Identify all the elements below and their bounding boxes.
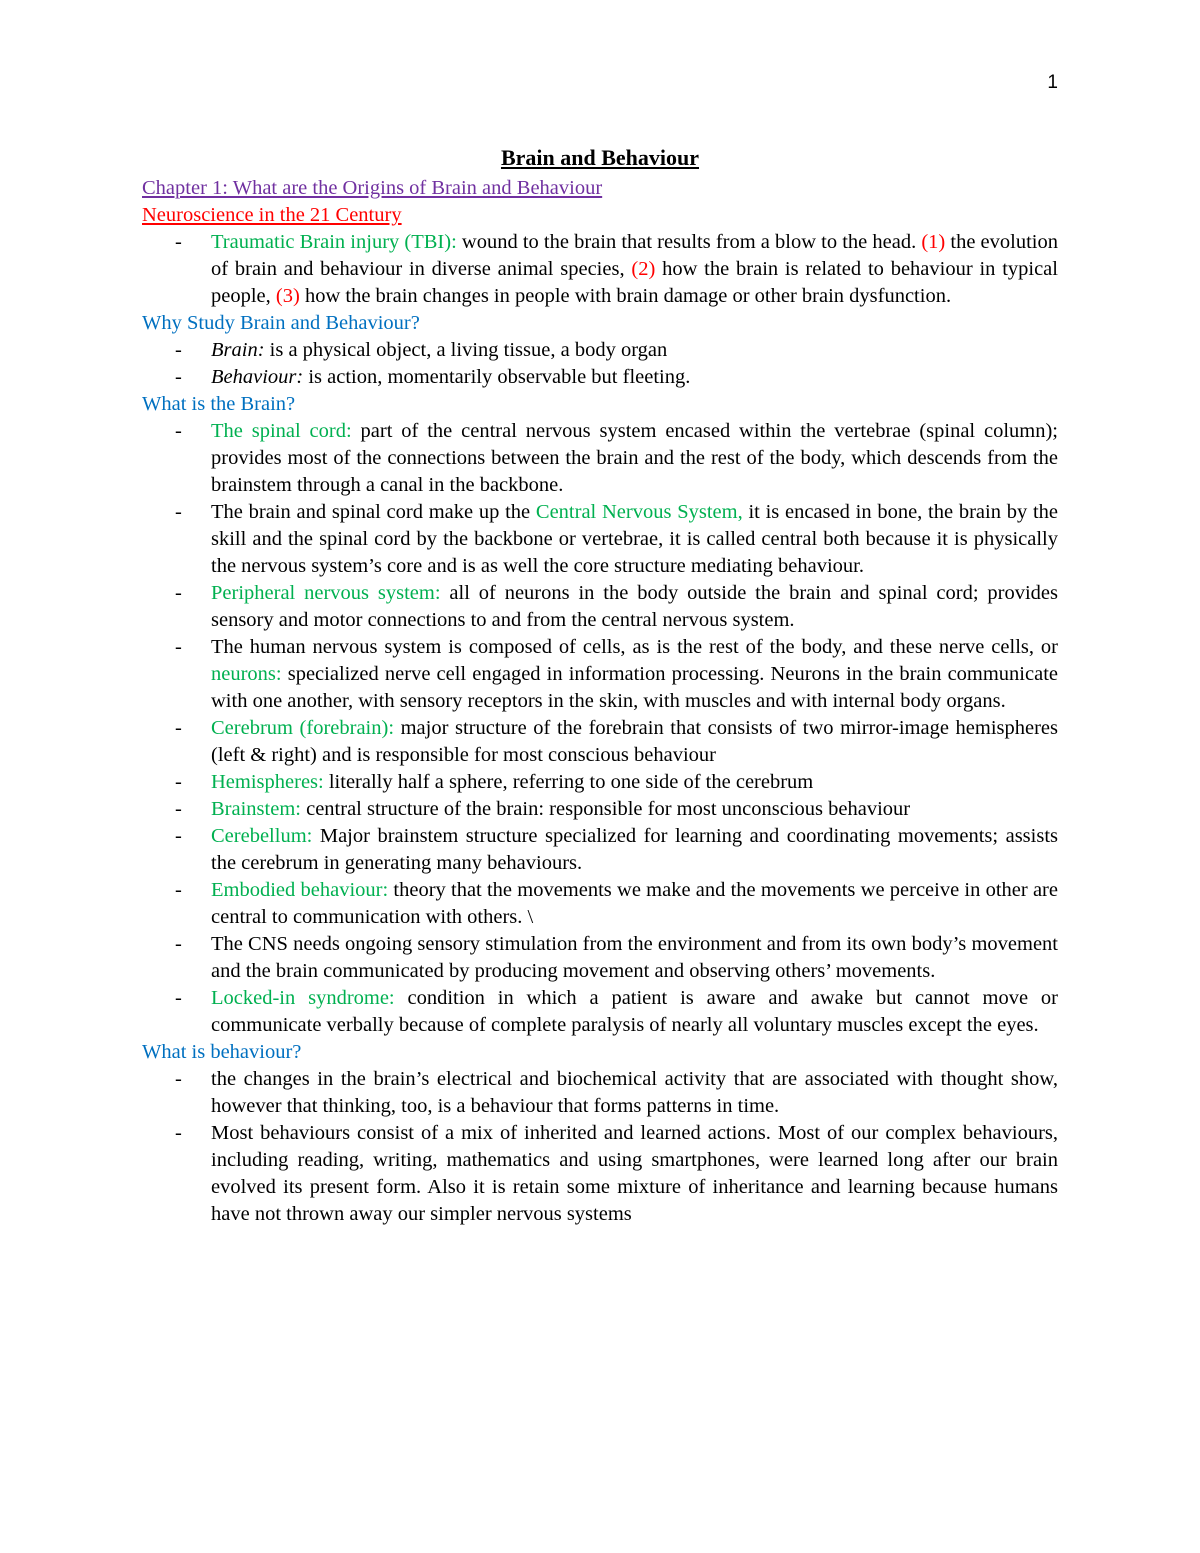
pns-definition: all of neurons in the body outside the brain and spinal cord; provides sensory and motor connections to and from the central nervous system. (211, 582, 1058, 631)
brainstem-definition: central structure of the brain: responsible for most unconscious behaviour (300, 798, 911, 820)
behaviour-definition: is action, momentarily observable but fleeting. (303, 366, 691, 388)
list-item-cerebellum (211, 823, 1058, 877)
neurons-text-before: The human nervous system is composed of cells, as is the rest of the body, and these nerve cells, or (211, 636, 1058, 658)
list-item-inherited-learned: - Most behaviours consist of a mix of inherited and learned actions. Most of our complex behaviours, including reading, writing, mathematics and using smartphones, were learned long after our brain evolved its present form. Also it is retain some mixture of inheritance and learning because humans have not thrown away our simpler nervous systems (211, 1120, 1058, 1228)
list-item-brain-activity: - the changes in the brain’s electrical and biochemical activity that are associated with thought show, however that thinking, too, is a behaviour that forms patterns in time. (211, 1066, 1058, 1120)
what-brain-list (142, 418, 1058, 1039)
list-item-behaviour (211, 364, 1058, 391)
cerebellum-definition: Major brainstem structure specialized for learning and coordinating movements; assists the cerebrum in generating many behaviours. (211, 825, 1058, 874)
page-number: 1 (1047, 72, 1058, 93)
spinal-cord-definition: part of the central nervous system encased within the vertebrae (spinal column); provides most of the connections between the brain and the rest of the body, which descends from the brainstem through a canal in the backbone. (211, 420, 1058, 496)
list-item-pns (211, 580, 1058, 634)
list-item-tbi (211, 229, 1058, 310)
list-item-cns-needs (211, 931, 1058, 985)
embodied-behaviour-definition: theory that the movements we make and the movements we perceive in other are central to communication with others. \ (211, 879, 1058, 928)
chapter-heading: Chapter 1: What are the Origins of Brain and Behaviour (142, 177, 603, 199)
list-item-neurons (211, 634, 1058, 715)
list-item-hemispheres (211, 769, 1058, 796)
tbi-text-1: wound to the brain that results from a blow to the head. (456, 231, 922, 253)
tbi-number-1: (1) (921, 231, 946, 253)
tbi-text-4: how the brain changes in people with brain damage or other brain dysfunction. (299, 285, 952, 307)
brain-definition: is a physical object, a living tissue, a body organ (264, 339, 668, 361)
term-pns: Peripheral nervous system: (211, 582, 441, 604)
document-body (142, 143, 1058, 1228)
term-cerebrum: Cerebrum (forebrain): (211, 717, 395, 739)
term-cerebellum: Cerebellum: (211, 825, 313, 847)
list-item-cns (211, 499, 1058, 580)
what-behaviour-list (142, 1066, 1058, 1228)
locked-in-definition: condition in which a patient is aware and awake but cannot move or communicate verbally because of complete paralysis of nearly all voluntary muscles except the eyes. (211, 987, 1058, 1036)
term-brain: Brain: (211, 339, 265, 361)
term-brainstem: Brainstem: (211, 798, 301, 820)
neurons-text-after: specialized nerve cell engaged in information processing. Neurons in the brain communicate with one another, with sensory receptors in the skin, with muscles and with internal body organs. (211, 663, 1058, 712)
term-hemispheres: Hemispheres: (211, 771, 324, 793)
tbi-text-2: the evolution of brain and behaviour in diverse animal species, (211, 231, 1058, 280)
list-item-brainstem (211, 796, 1058, 823)
list-item-cerebrum (211, 715, 1058, 769)
term-neurons: neurons: (211, 663, 282, 685)
why-study-list (142, 337, 1058, 391)
document-title: Brain and Behaviour (500, 145, 700, 170)
tbi-text-3: how the brain is related to behaviour in typical people, (211, 258, 1058, 307)
cns-needs-text: The CNS needs ongoing sensory stimulation from the environment and from its own body’s movement and the brain communicated by producing movement and observing others’ movements. (211, 933, 1058, 982)
list-item-locked-in (211, 985, 1058, 1039)
tbi-number-2: (2) (631, 258, 656, 280)
term-tbi: Traumatic Brain injury (TBI): (211, 231, 457, 253)
cerebrum-definition: major structure of the forebrain that consists of two mirror-image hemispheres (left & right) and is responsible for most conscious behaviour (211, 717, 1058, 766)
term-embodied-behaviour: Embodied behaviour: (211, 879, 389, 901)
section-heading-what-behaviour: What is behaviour? (142, 1041, 302, 1063)
list-item-embodied-behaviour (211, 877, 1058, 931)
term-cns: Central Nervous System, (535, 501, 743, 523)
section-heading-neuroscience: Neuroscience in the 21 Century (142, 204, 402, 226)
term-behaviour: Behaviour: (211, 366, 304, 388)
term-spinal-cord: The spinal cord: (211, 420, 352, 442)
section-heading-why-study: Why Study Brain and Behaviour? (142, 312, 420, 334)
list-item-spinal-cord (211, 418, 1058, 499)
list-item-brain (211, 337, 1058, 364)
tbi-number-3: (3) (275, 285, 300, 307)
neuroscience-list (142, 229, 1058, 310)
term-locked-in: Locked-in syndrome: (211, 987, 395, 1009)
cns-text-after: it is encased in bone, the brain by the skill and the spinal cord by the backbone or vertebrae, it is called central both because it is physically the nervous system’s core and is as well the core structure mediating behaviour. (211, 501, 1058, 577)
section-heading-what-brain: What is the Brain? (142, 393, 296, 415)
cns-text-before: The brain and spinal cord make up the (211, 501, 536, 523)
hemispheres-definition: literally half a sphere, referring to one side of the cerebrum (323, 771, 814, 793)
